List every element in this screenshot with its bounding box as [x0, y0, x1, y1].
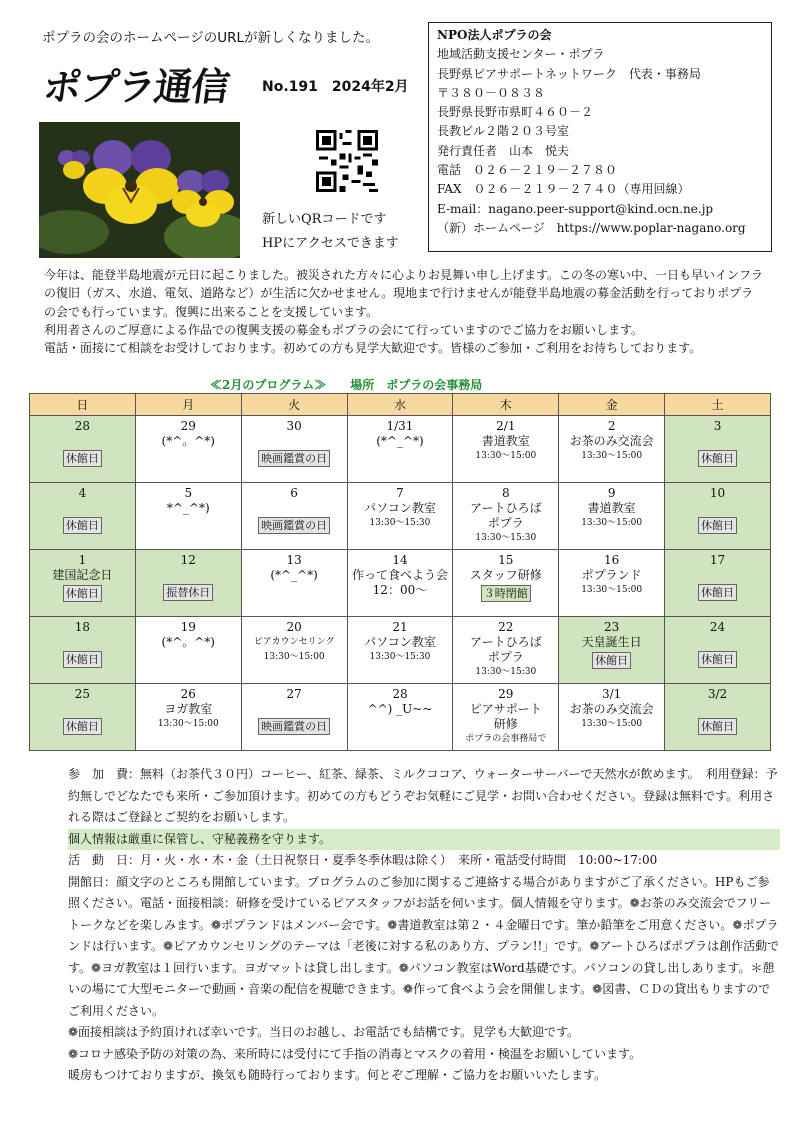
day-event: ポプラの会事務局で: [465, 734, 547, 744]
day-event: お茶のみ交流会: [569, 434, 654, 448]
day-number: 20: [286, 620, 302, 634]
day-event: スタッフ研修: [469, 568, 542, 582]
newsletter-title: ポプラ通信: [40, 65, 232, 109]
calendar-day-cell: [665, 684, 771, 751]
day-number: 4: [78, 486, 87, 500]
day-status-tag: 映画鑑賞の日: [258, 718, 330, 735]
day-event: 13:30～15:30: [369, 518, 431, 528]
calendar-day-cell: [135, 684, 241, 751]
intro-paragraph: 利用者さんのご厚意による作品での復興支援の募金もポプラの会にて行っていますのでご協力をお願いします。: [44, 322, 644, 337]
org-phone: 電話 ０２６－２１９－２７８０: [437, 163, 618, 178]
day-number: 29: [498, 687, 514, 701]
day-status-tag: 映画鑑賞の日: [258, 450, 330, 467]
day-number: 2/1: [496, 419, 516, 433]
org-email[interactable]: E-mail：nagano.peer-support@kind.ocn.ne.jp: [437, 201, 714, 216]
calendar-day-cell: [347, 550, 453, 617]
day-status-tag: 振替休日: [163, 584, 213, 601]
day-number: 1: [78, 553, 87, 567]
calendar-day-cell: [559, 483, 665, 550]
weekday-header-cell: 日: [30, 394, 136, 416]
calendar-body: [30, 416, 771, 751]
day-status-tag: 休館日: [698, 584, 737, 601]
calendar-week-row: [30, 550, 771, 617]
day-status-tag: 休館日: [63, 651, 102, 668]
day-event: 13:30～15:00: [581, 451, 643, 461]
org-name: NPO法人ポプラの会: [437, 28, 552, 42]
calendar-day-cell: [453, 483, 559, 550]
calendar-day-cell: [135, 617, 241, 684]
org-building: 長教ビル２階２０３号室: [437, 124, 570, 139]
day-status-tag: 休館日: [698, 718, 737, 735]
day-number: 5: [184, 486, 193, 500]
calendar-day-cell: [665, 617, 771, 684]
day-status-tag: 休館日: [592, 652, 631, 669]
issue-number: No.191 2024年2月: [262, 79, 409, 95]
day-event: パソコン教室: [364, 501, 436, 515]
org-fax: FAX ０２６－２１９－２７４０（専用回線）: [437, 182, 690, 197]
day-number: 30: [286, 419, 302, 433]
program-heading: ≪2月のプログラム≫ 場所 ポプラの会事務局: [210, 378, 483, 392]
day-status-tag: 休館日: [63, 585, 102, 602]
calendar-day-cell: [453, 416, 559, 483]
url-change-notice: ポプラの会のホームページのURLが新しくなりました。: [42, 30, 380, 46]
calendar-day-cell: [453, 550, 559, 617]
day-number: 29: [180, 419, 196, 433]
fee-info: 参 加 費：無料（お茶代３０円）コーヒー、紅茶、緑茶、ミルクココア、ウォーターサーバーで天然水が飲めます。 利用登録：予約無しでどなたでも来所・ご参加頂けます。初めての方もどうぞお気軽にご見学・お問い合わせください。登録は無料です。利用される際はご登録とご契約をお願いします。: [68, 767, 778, 824]
covid-info: ❁コロナ感染予防の対策の為、来所時には受付にて手指の消毒とマスクの着用・検温をお願いしています。: [68, 1046, 642, 1061]
weekday-header-cell: 月: [135, 394, 241, 416]
org-homepage[interactable]: （新）ホームページ https://www.poplar-nagano.org: [437, 220, 746, 235]
hours-info: 活 動 日：月・火・水・木・金（土日祝祭日・夏季冬季休暇は除く） 来所・電話受付時間 10:00~17:00: [68, 853, 658, 867]
day-event: 建国記念日: [52, 568, 113, 582]
day-event: 13:30～15:30: [475, 667, 537, 677]
day-event: アートひろば: [469, 635, 542, 649]
calendar-day-cell: [453, 684, 559, 751]
privacy-info: 個人情報は厳重に保管し、守秘義務を守ります。: [68, 829, 780, 851]
calendar-week-row: [30, 684, 771, 751]
day-status-tag: 休館日: [698, 450, 737, 467]
calendar-day-cell: [241, 416, 347, 483]
day-event: ヨガ教室: [164, 702, 213, 716]
calendar-day-cell: [559, 617, 665, 684]
calendar-day-cell: [135, 550, 241, 617]
day-event: 書道教室: [587, 501, 636, 515]
calendar-day-cell: [30, 483, 136, 550]
org-center: 地域活動支援センター・ポプラ: [437, 47, 605, 62]
day-event: 13:30～15:30: [475, 533, 537, 543]
day-status-tag: 休館日: [63, 450, 102, 467]
day-number: 10: [709, 486, 726, 500]
calendar-day-cell: [347, 416, 453, 483]
day-number: 27: [286, 687, 302, 701]
day-event: 13:30～15:00: [581, 585, 643, 595]
qr-caption-line-2: HPにアクセスできます: [262, 236, 399, 251]
organization-info-box: [428, 22, 772, 252]
calendar-day-cell: [453, 617, 559, 684]
calendar-day-cell: [241, 550, 347, 617]
day-event: (*^。^*): [161, 635, 215, 649]
day-number: 13: [286, 553, 302, 567]
day-number: 24: [709, 620, 726, 634]
org-network: 長野県ピアサポートネットワーク 代表・事務局: [437, 66, 701, 81]
calendar-day-cell: [135, 483, 241, 550]
day-event: ポプラ: [487, 650, 524, 664]
day-number: 16: [604, 553, 620, 567]
day-event: ピアサポート: [469, 702, 542, 716]
day-event: ポプラ: [487, 516, 524, 530]
day-number: 9: [607, 486, 616, 500]
day-number: 18: [74, 620, 91, 634]
day-event: 13:30～15:00: [263, 652, 325, 662]
calendar-day-cell: [559, 416, 665, 483]
day-event: *^_^*): [166, 501, 210, 515]
calendar-day-cell: [347, 684, 453, 751]
calendar-day-cell: [559, 550, 665, 617]
consultation-info: ❁面接相談は予約頂ければ幸いです。当日のお越し、お電話でも結構です。見学も大歓迎です。: [68, 1025, 580, 1039]
day-status-tag: 休館日: [63, 718, 102, 735]
day-number: 17: [709, 553, 726, 567]
weekday-header-cell: 水: [347, 394, 453, 416]
weekday-header-cell: 土: [665, 394, 771, 416]
calendar-week-row: [30, 416, 771, 483]
day-status-tag: 休館日: [698, 517, 737, 534]
qr-code-icon: [316, 130, 378, 192]
day-event: 研修: [493, 717, 518, 731]
day-event: ポプランド: [581, 568, 642, 582]
weekday-header-cell: 火: [241, 394, 347, 416]
day-number: 26: [180, 687, 196, 701]
footer-info: [68, 764, 780, 1087]
intro-paragraph: 今年は、能登半島地震が元日に起こりました。被災された方々に心よりお見舞い申し上げます。この冬の寒い中、一日も早いインフラの復旧（ガス、水道、電気、道路など）が生活に欠かせません。現地まで行けませんが能登半島地震の募金活動を行っておりポプラの会でも行っています。復興に出来ることを支援しています。: [44, 268, 764, 319]
day-event: 13:30～15:00: [581, 518, 643, 528]
day-event: 作って食べよう会: [351, 568, 448, 582]
calendar-day-cell: [30, 550, 136, 617]
day-event: パソコン教室: [364, 635, 436, 649]
day-number: 2: [607, 419, 616, 433]
day-number: 28: [392, 687, 408, 701]
calendar-day-cell: [30, 617, 136, 684]
day-number: 8: [501, 486, 510, 500]
program-details: 開館日：顔文字のところも開館しています。プログラムのご参加に関するご連絡する場合がありますがご了承ください。HPもご参照ください。電話・面接相談：研修を受けているピアスタッフがお話を伺います。個人情報を守ります。❁お茶のみ交流会でフリートークなどを楽しみます。❁ポプランドはメンバー会です。❁書道教室は第２・４金曜日です。筆か鉛筆をご用意ください。❁ポプランドは行います。❁ピアカウンセリングのテーマは「老後に対する私のあり方、プラン!!」です。❁アートひろばポプラは創作活動です。❁ヨガ教室は１回行います。ヨガマットは貸し出します。❁パソコン教室はWord基礎です。パソコンの貸し出しあります。＊憩いの場にて大型モニターで動画・音楽の配信を視聴できます。❁作って食べよう会を開催します。❁図書、ＣＤの貸出もりますのでご利用ください。: [68, 874, 780, 1018]
day-event: 書道教室: [481, 434, 530, 448]
day-number: 23: [604, 620, 620, 634]
qr-caption: [262, 208, 422, 256]
day-number: 15: [498, 553, 514, 567]
day-event: 13:30～15:00: [157, 719, 219, 729]
day-event: 13:30～15:00: [475, 451, 537, 461]
calendar-day-cell: [665, 550, 771, 617]
day-number: 3/2: [707, 687, 728, 701]
day-number: 25: [74, 687, 91, 701]
day-number: 6: [290, 486, 298, 500]
day-event: (*^_^*): [376, 434, 424, 448]
calendar-day-cell: [665, 416, 771, 483]
qr-code-graphic: [316, 130, 378, 192]
org-postal-code: 〒３８０－０８３８: [437, 85, 546, 100]
day-event: 天皇誕生日: [581, 635, 642, 649]
day-number: 21: [392, 620, 408, 634]
day-event: ピアカウンセリング: [253, 637, 335, 647]
day-event: (*^。^*): [161, 434, 215, 448]
calendar-day-cell: [241, 617, 347, 684]
pansy-flower-photo: [39, 122, 240, 258]
calendar-day-cell: [241, 483, 347, 550]
day-event: アートひろば: [469, 501, 542, 515]
day-number: 12: [180, 553, 196, 567]
calendar-week-row: [30, 617, 771, 684]
calendar-week-row: [30, 483, 771, 550]
pansy-flower-image: [39, 122, 240, 258]
calendar-day-cell: [135, 416, 241, 483]
calendar-day-cell: [30, 416, 136, 483]
day-number: 22: [498, 620, 514, 634]
day-status-tag: ３時閉館: [481, 585, 531, 602]
day-event: 13:30～15:00: [581, 719, 643, 729]
calendar-day-cell: [559, 684, 665, 751]
day-number: 19: [180, 620, 196, 634]
heating-info: 暖房もつけておりますが、換気も随時行っております。何とぞご理解・ご協力をお願いいたします。: [68, 1068, 607, 1082]
intro-paragraph: 電話・面接にて相談をお受けしております。初めての方も見学大歓迎です。皆様のご参加・ご利用をお待ちしております。: [44, 341, 702, 356]
day-number: 3: [713, 419, 722, 433]
day-status-tag: 休館日: [63, 517, 102, 534]
day-number: 28: [74, 419, 91, 433]
day-event: 12：00～: [372, 583, 428, 597]
weekday-header-cell: 金: [559, 394, 665, 416]
calendar-day-cell: [30, 684, 136, 751]
weekday-header-cell: 木: [453, 394, 559, 416]
day-number: 1/31: [386, 419, 414, 433]
day-number: 14: [392, 553, 408, 567]
day-number: 7: [396, 486, 404, 500]
calendar-day-cell: [347, 617, 453, 684]
day-event: 13:30～15:30: [369, 652, 431, 662]
program-calendar: [29, 393, 771, 751]
calendar-weekday-header: [30, 394, 771, 416]
org-publisher: 発行責任者 山本 悦夫: [437, 143, 570, 158]
day-event: (*^_^*): [270, 568, 318, 582]
intro-text: [44, 266, 764, 357]
day-number: 3/1: [601, 687, 622, 701]
day-status-tag: 映画鑑賞の日: [258, 517, 330, 534]
day-status-tag: 休館日: [698, 651, 737, 668]
calendar-day-cell: [347, 483, 453, 550]
org-address: 長野県長野市県町４６０－２: [437, 105, 594, 120]
day-event: お茶のみ交流会: [569, 702, 654, 716]
calendar-day-cell: [241, 684, 347, 751]
qr-caption-line-1: 新しいQRコードです: [262, 212, 387, 227]
day-event: ^^) _U~~: [367, 702, 433, 716]
calendar-day-cell: [665, 483, 771, 550]
